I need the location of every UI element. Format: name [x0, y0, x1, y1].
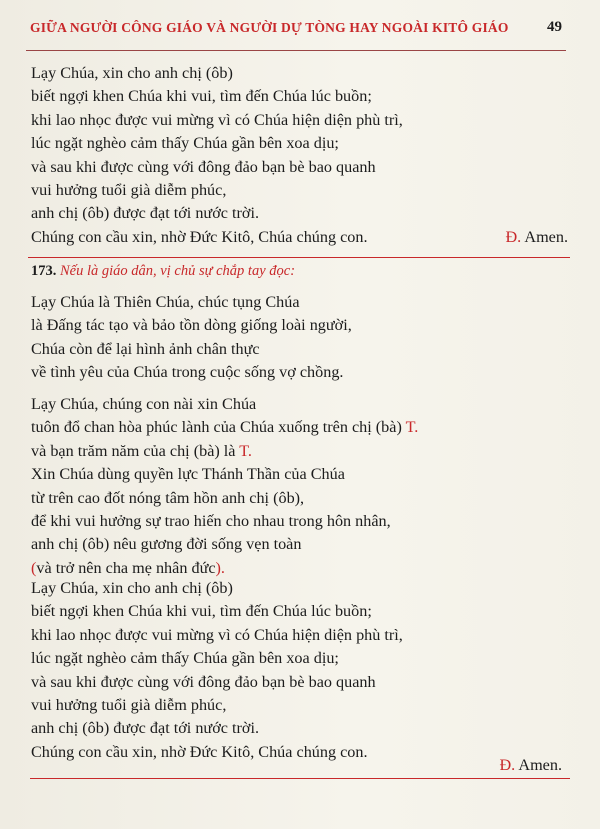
response-word: Amen.: [524, 227, 568, 246]
prayer-line: biết ngợi khen Chúa khi vui, tìm đến Chúa lúc buồn;: [31, 602, 372, 621]
prayer-line: lúc ngặt nghèo cảm thấy Chúa gần bên xoa dịu;: [31, 134, 339, 153]
prayer-line: lúc ngặt nghèo cảm thấy Chúa gần bên xoa dịu;: [31, 649, 339, 668]
response-mark: Đ.: [505, 227, 522, 246]
prayer-line: Chúng con cầu xin, nhờ Đức Kitô, Chúa chúng con.: [31, 227, 368, 246]
rubric-number: 173.: [31, 263, 57, 279]
header-rule: [26, 50, 566, 51]
running-head: GIỮA NGƯỜI CÔNG GIÁO VÀ NGƯỜI DỰ TÒNG HAY NGOÀI KITÔ GIÁO: [30, 20, 509, 35]
optional-close-paren: ).: [215, 558, 225, 577]
prayer-text: và bạn trăm năm của chị (bà) là: [31, 441, 240, 460]
prayer-block-3: [31, 393, 568, 580]
section-rule: [28, 257, 570, 258]
prayer-line: vui hưởng tuổi già diễm phúc,: [31, 696, 227, 715]
prayer-block-2: [31, 291, 568, 385]
prayer-text: và trở nên cha mẹ nhân đức: [36, 558, 216, 577]
response-amen-final: [499, 756, 562, 775]
prayer-line: và sau khi được cùng với đông đảo bạn bè bao quanh: [31, 157, 376, 176]
prayer-line: Lạy Chúa, xin cho anh chị (ôb): [31, 579, 233, 597]
prayer-line: vui hưởng tuổi già diễm phúc,: [31, 181, 227, 200]
prayer-line: anh chị (ôb) nêu gương đời sống vẹn toàn: [31, 535, 302, 554]
prayer-line: từ trên cao đốt nóng tâm hồn anh chị (ôb),: [31, 488, 305, 507]
rubric-instruction: Nếu là giáo dân, vị chủ sự chắp tay đọc:: [60, 263, 296, 279]
prayer-line: Chúa còn để lại hình ảnh chân thực: [31, 339, 260, 358]
prayer-line: [31, 440, 568, 463]
prayer-line: Lạy Chúa, xin cho anh chị (ôb): [31, 64, 233, 82]
footer-rule: [30, 778, 570, 779]
prayer-line: khi lao nhọc được vui mừng vì có Chúa hiện diện phù trì,: [31, 625, 403, 644]
prayer-block-1: [31, 62, 568, 249]
prayer-line: biết ngợi khen Chúa khi vui, tìm đến Chúa lúc buồn;: [31, 87, 372, 106]
prayer-line: và sau khi được cùng với đông đảo bạn bè bao quanh: [31, 672, 376, 691]
response-amen: [505, 226, 568, 249]
response-word: Amen.: [518, 756, 562, 774]
page-header: [30, 20, 562, 48]
prayer-line: khi lao nhọc được vui mừng vì có Chúa hiện diện phù trì,: [31, 110, 403, 129]
prayer-line: anh chị (ôb) được đạt tới nước trời.: [31, 204, 259, 223]
prayer-line: để khi vui hưởng sự trao hiến cho nhau trong hôn nhân,: [31, 512, 391, 531]
prayer-line: [31, 416, 568, 439]
response-mark: Đ.: [499, 756, 516, 774]
prayer-line: Lạy Chúa là Thiên Chúa, chúc tụng Chúa: [31, 293, 300, 311]
prayer-text: tuôn đổ chan hòa phúc lành của Chúa xuống trên chị (bà): [31, 418, 406, 437]
prayer-line: về tình yêu của Chúa trong cuộc sống vợ chồng.: [31, 363, 344, 382]
optional-open-paren: (: [31, 558, 37, 577]
prayer-line: là Đấng tác tạo và bảo tồn dòng giống loài người,: [31, 316, 352, 335]
prayer-block-4: [31, 577, 568, 764]
name-placeholder: T.: [239, 441, 252, 460]
prayer-line: Chúng con cầu xin, nhờ Đức Kitô, Chúa chúng con.: [31, 742, 368, 761]
page-number: 49: [547, 19, 562, 35]
prayer-closing-line: [31, 226, 568, 249]
rubric: [31, 263, 295, 280]
name-placeholder: T.: [405, 418, 419, 437]
prayer-line: anh chị (ôb) được đạt tới nước trời.: [31, 719, 259, 738]
prayer-line: Lạy Chúa, chúng con nài xin Chúa: [31, 395, 257, 413]
prayer-line: Xin Chúa dùng quyền lực Thánh Thần của Chúa: [31, 465, 345, 484]
